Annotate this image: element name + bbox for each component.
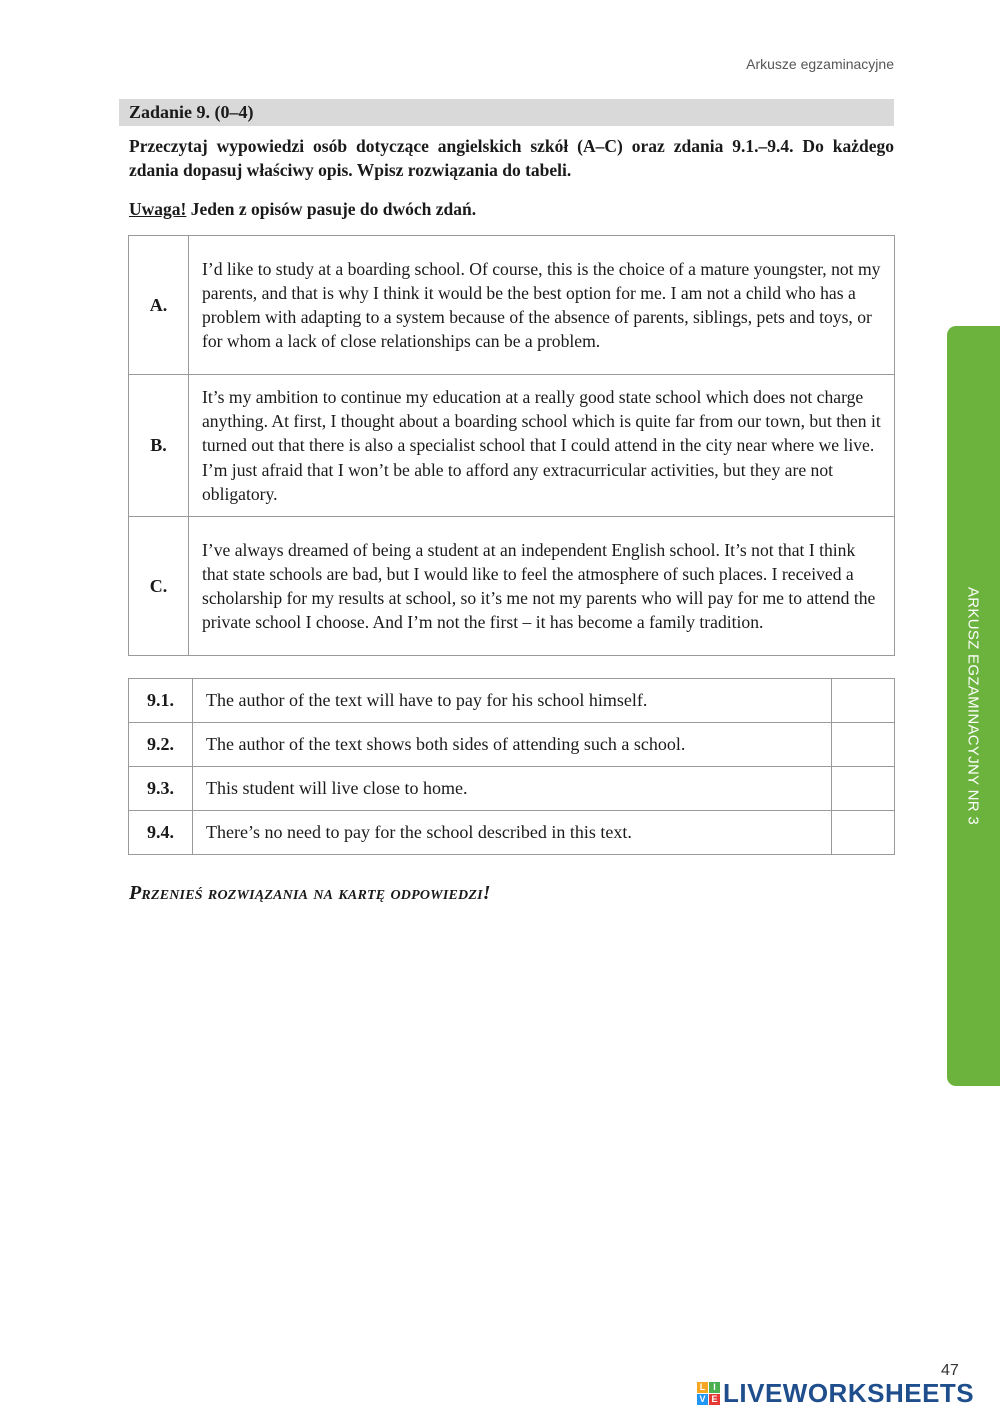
texts-table (128, 235, 895, 656)
answer-cell[interactable] (832, 723, 895, 767)
task-title: Zadanie 9. (0–4) (119, 99, 894, 126)
brand-watermark (697, 1378, 974, 1408)
sentence-text: The author of the text shows both sides of attending such a school. (193, 723, 832, 767)
logo-letter: V (697, 1394, 708, 1405)
task-instruction: Przeczytaj wypowiedzi osób dotyczące angielskich szkół (A–C) oraz zdania 9.1.–9.4. Do każdego zdania dopasuj właściwy opis. Wpisz rozwiązania do tabeli. (129, 136, 894, 180)
answer-cell[interactable] (832, 679, 895, 723)
brand-logo-icon (697, 1382, 720, 1405)
text-body: I’ve always dreamed of being a student at an independent English school. It’s not that I think that state schools are bad, but I would like to feel the atmosphere of such places. I received a scholarship for my results at school, so it’s me not my parents who will pay for me to attend the private school I choose. And I’m not the first – it has become a family tradition. (189, 517, 895, 656)
note-text: Jeden z opisów pasuje do dwóch zdań. (186, 199, 477, 219)
sentence-row (129, 679, 895, 723)
text-letter: B. (129, 375, 189, 517)
running-header: Arkusze egzaminacyjne (746, 56, 894, 72)
text-body: I’d like to study at a boarding school. Of course, this is the choice of a mature youngster, not my parents, and that is why I think it would be the best option for me. I am not a child who has a problem with adapting to a system because of the absence of parents, siblings, pets and toys, or for whom a lack of close relationships can be a problem. (189, 236, 895, 375)
task-note (129, 197, 476, 221)
page-number: 47 (941, 1362, 959, 1379)
side-tab-label: ARKUSZ EGZAMINACYJNY NR 3 (964, 586, 982, 826)
text-letter: A. (129, 236, 189, 375)
answer-cell[interactable] (832, 811, 895, 855)
sentence-text: The author of the text will have to pay for his school himself. (193, 679, 832, 723)
logo-letter: I (709, 1382, 720, 1393)
sentence-row (129, 723, 895, 767)
text-row (129, 236, 895, 375)
sentence-number: 9.1. (129, 679, 193, 723)
sentence-number: 9.3. (129, 767, 193, 811)
sentence-text: There’s no need to pay for the school described in this text. (193, 811, 832, 855)
logo-letter: E (709, 1394, 720, 1405)
note-label: Uwaga! (129, 199, 187, 219)
sentence-row (129, 767, 895, 811)
brand-name: LIVEWORKSHEETS (723, 1377, 975, 1408)
sentences-table (128, 678, 895, 855)
text-row (129, 375, 895, 517)
sentence-number: 9.2. (129, 723, 193, 767)
sentence-number: 9.4. (129, 811, 193, 855)
text-row (129, 517, 895, 656)
text-letter: C. (129, 517, 189, 656)
sentence-text: This student will live close to home. (193, 767, 832, 811)
sentence-row (129, 811, 895, 855)
text-body: It’s my ambition to continue my education at a really good state school which does not charge anything. At first, I thought about a boarding school which is quite far from our town, but then it turned out that there is also a specialist school that I could attend in the city near where we live. I’m just afraid that I won’t be able to afford any extracurricular activities, but they are not obligatory. (189, 375, 895, 517)
logo-letter: L (697, 1382, 708, 1393)
transfer-instruction: Przenieś rozwiązania na kartę odpowiedzi! (129, 882, 491, 904)
answer-cell[interactable] (832, 767, 895, 811)
